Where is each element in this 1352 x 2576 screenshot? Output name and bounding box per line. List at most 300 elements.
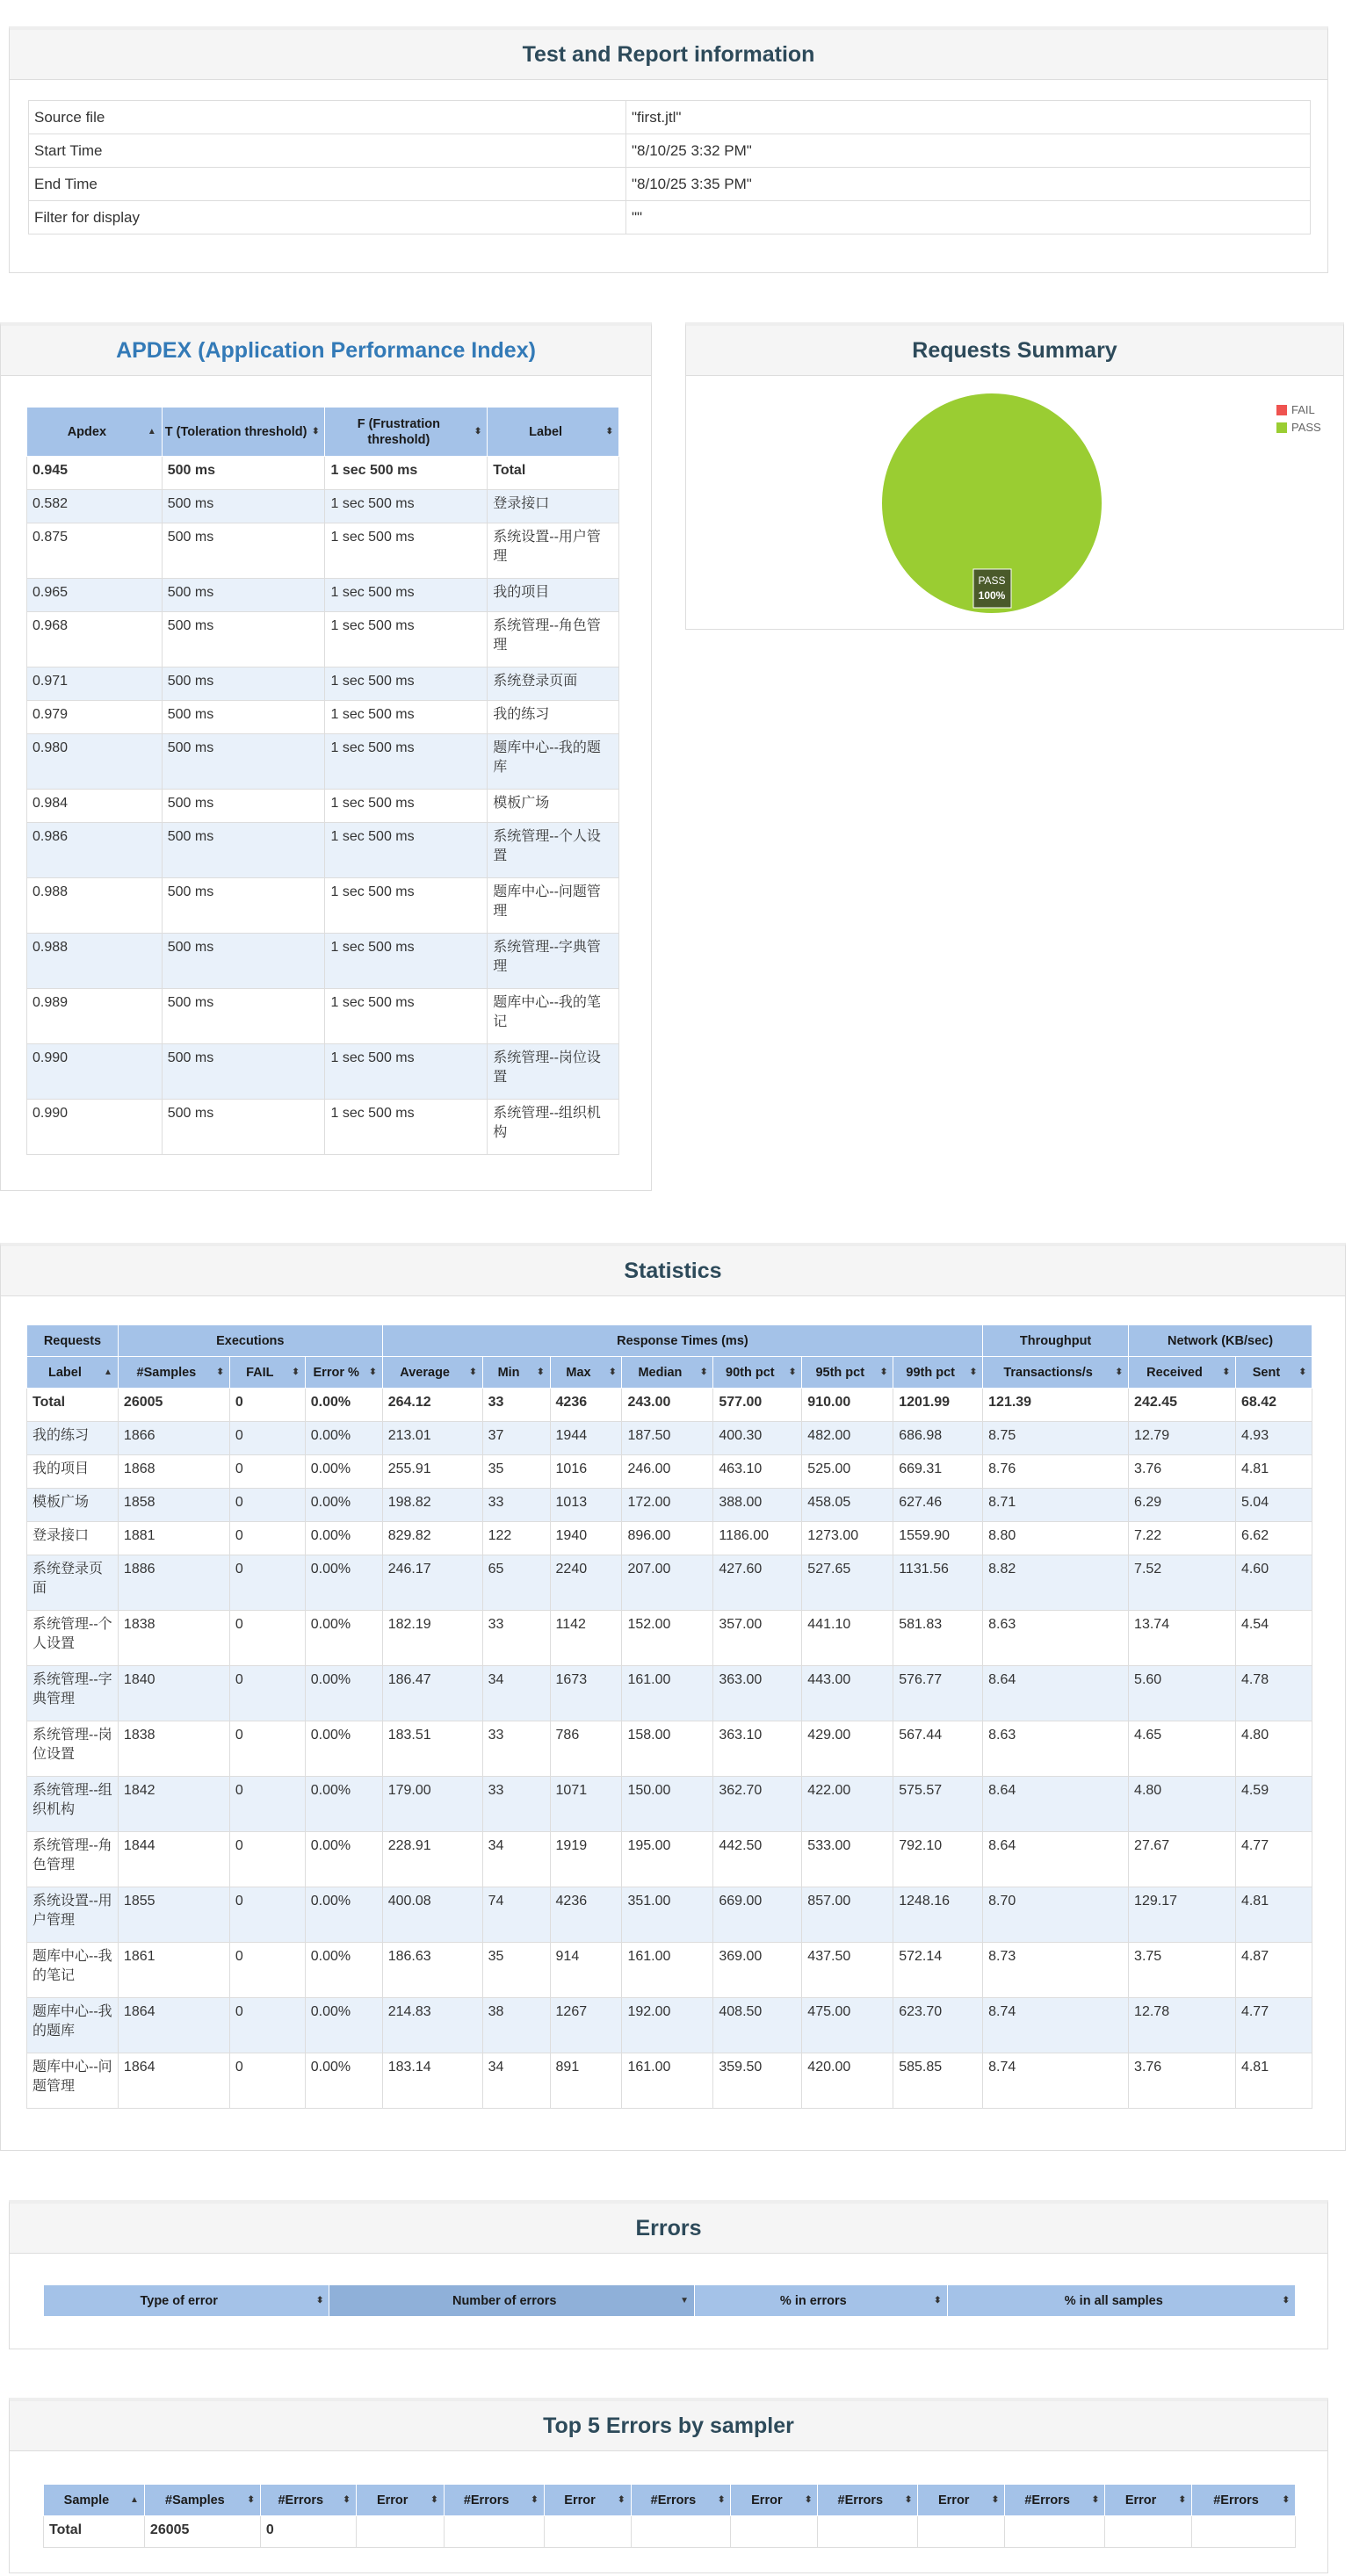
info-row <box>29 168 1311 201</box>
apdex-cell: 0.945 <box>27 457 163 490</box>
stats-cell: 4.77 <box>1235 1998 1312 2053</box>
stats-cell: 429.00 <box>802 1721 893 1777</box>
stats-cell: 1201.99 <box>893 1389 983 1422</box>
apdex-total-row <box>27 457 619 490</box>
apdex-cell: 系统管理--字典管理 <box>488 934 619 989</box>
stats-cell: 359.50 <box>713 2053 802 2109</box>
sort-asc-icon: ▲ <box>130 2494 139 2505</box>
stats-cell: 6.62 <box>1235 1522 1312 1555</box>
stats-cell: 4.78 <box>1235 1666 1312 1721</box>
top5-col-header[interactable] <box>356 2485 444 2516</box>
stats-cell: 1866 <box>118 1422 229 1455</box>
pie-slice-pct: 100% <box>978 589 1006 602</box>
stats-cell: 模板广场 <box>27 1489 119 1522</box>
apdex-cell: 0.986 <box>27 823 163 878</box>
stats-cell: 152.00 <box>622 1611 713 1666</box>
top5-col-header[interactable] <box>1105 2485 1192 2516</box>
stats-cell: 0.00% <box>305 1832 382 1887</box>
apdex-row <box>27 667 619 701</box>
legend-pass-label: PASS <box>1291 421 1321 434</box>
stats-cell: 0 <box>229 1389 305 1422</box>
info-row <box>29 201 1311 235</box>
stats-cell: 1944 <box>550 1422 622 1455</box>
stats-cell: 34 <box>482 2053 550 2109</box>
apdex-cell: 1 sec 500 ms <box>325 490 488 523</box>
stats-cell: 207.00 <box>622 1555 713 1611</box>
stats-cell: 575.57 <box>893 1777 983 1832</box>
stats-col-header[interactable] <box>622 1357 713 1389</box>
stats-cell: 26005 <box>118 1389 229 1422</box>
stats-group-header: Requests <box>27 1325 119 1357</box>
stats-col-header[interactable] <box>550 1357 622 1389</box>
stats-cell: 525.00 <box>802 1455 893 1489</box>
info-label: Source file <box>29 101 626 134</box>
stats-cell: 1142 <box>550 1611 622 1666</box>
stats-cell: 158.00 <box>622 1721 713 1777</box>
stats-cell: 527.65 <box>802 1555 893 1611</box>
sort-both-icon: ⬍ <box>1091 2494 1100 2505</box>
stats-cell: 5.60 <box>1129 1666 1236 1721</box>
stats-cell: 627.46 <box>893 1489 983 1522</box>
apdex-cell: 500 ms <box>162 989 325 1044</box>
stats-col-header-label: 90th pct <box>726 1365 775 1380</box>
stats-cell: 4.60 <box>1235 1555 1312 1611</box>
apdex-cell: 0.968 <box>27 612 163 667</box>
sort-both-icon: ⬍ <box>991 2494 1000 2505</box>
top5-cell <box>631 2516 731 2548</box>
apdex-cell: 系统管理--组织机构 <box>488 1100 619 1155</box>
apdex-cell: 模板广场 <box>488 790 619 823</box>
apdex-cell: 500 ms <box>162 878 325 934</box>
sort-both-icon: ⬍ <box>247 2494 255 2505</box>
apdex-cell: 0.990 <box>27 1044 163 1100</box>
apdex-col-header[interactable] <box>27 408 163 457</box>
stats-cell: 1940 <box>550 1522 622 1555</box>
info-value: "8/10/25 3:32 PM" <box>626 134 1311 168</box>
top5-col-header[interactable] <box>144 2485 260 2516</box>
apdex-cell: 0.990 <box>27 1100 163 1155</box>
stats-cell: 0.00% <box>305 1611 382 1666</box>
stats-cell: 8.64 <box>983 1777 1129 1832</box>
top5-cell: Total <box>44 2516 145 2548</box>
apdex-cell: Total <box>488 457 619 490</box>
top5-col-header[interactable] <box>544 2485 631 2516</box>
stats-cell: 系统管理--岗位设置 <box>27 1721 119 1777</box>
stats-cell: 8.63 <box>983 1611 1129 1666</box>
stats-cell: 12.79 <box>1129 1422 1236 1455</box>
apdex-col-header[interactable] <box>325 408 488 457</box>
apdex-row <box>27 878 619 934</box>
apdex-cell: 0.988 <box>27 878 163 934</box>
stats-cell: 351.00 <box>622 1887 713 1943</box>
stats-cell: 669.31 <box>893 1455 983 1489</box>
top5-col-header-label: Error <box>564 2493 596 2507</box>
stats-cell: 161.00 <box>622 2053 713 2109</box>
errors-col-header[interactable] <box>329 2285 695 2317</box>
stats-col-header[interactable] <box>1129 1357 1236 1389</box>
apdex-cell: 1 sec 500 ms <box>325 1044 488 1100</box>
apdex-table <box>26 407 619 1155</box>
top5-col-header-label: Error <box>376 2493 408 2507</box>
sort-both-icon: ⬍ <box>315 2295 324 2305</box>
top5-col-header-label: Error <box>1124 2493 1157 2507</box>
top5-col-header[interactable] <box>731 2485 818 2516</box>
top5-col-header[interactable] <box>918 2485 1005 2516</box>
sort-asc-icon: ▲ <box>147 426 156 437</box>
stats-cell: 0 <box>229 1455 305 1489</box>
stats-cell: 0 <box>229 1832 305 1887</box>
sort-both-icon: ⬍ <box>430 2494 438 2505</box>
stats-cell: 8.74 <box>983 2053 1129 2109</box>
stats-cell: 1267 <box>550 1998 622 2053</box>
stats-cell: 400.08 <box>382 1887 482 1943</box>
stats-cell: 192.00 <box>622 1998 713 2053</box>
apdex-row <box>27 490 619 523</box>
stats-cell: 1886 <box>118 1555 229 1611</box>
stats-col-header[interactable] <box>382 1357 482 1389</box>
apdex-cell: 系统管理--岗位设置 <box>488 1044 619 1100</box>
top5-cell <box>544 2516 631 2548</box>
top5-cell <box>1192 2516 1296 2548</box>
stats-cell: 37 <box>482 1422 550 1455</box>
stats-cell: 150.00 <box>622 1777 713 1832</box>
top5-col-header[interactable] <box>444 2485 544 2516</box>
apdex-header-row <box>27 408 619 457</box>
stats-cell: 857.00 <box>802 1887 893 1943</box>
stats-cell: 题库中心--问题管理 <box>27 2053 119 2109</box>
apdex-cell: 系统登录页面 <box>488 667 619 701</box>
apdex-cell: 0.979 <box>27 701 163 734</box>
apdex-panel <box>0 322 652 1191</box>
sort-both-icon: ⬍ <box>474 426 482 437</box>
stats-col-header[interactable] <box>27 1357 119 1389</box>
stats-cell: 7.22 <box>1129 1522 1236 1555</box>
apdex-cell: 500 ms <box>162 823 325 878</box>
stats-row <box>27 1555 1312 1611</box>
stats-cell: 400.30 <box>713 1422 802 1455</box>
apdex-col-header-label: Label <box>529 424 563 439</box>
apdex-row <box>27 790 619 823</box>
stats-total-row <box>27 1389 1312 1422</box>
stats-cell: 3.76 <box>1129 1455 1236 1489</box>
apdex-cell: 1 sec 500 ms <box>325 612 488 667</box>
stats-cell: 1855 <box>118 1887 229 1943</box>
stats-col-header-label: Error % <box>313 1365 359 1380</box>
stats-cell: 题库中心--我的笔记 <box>27 1943 119 1998</box>
stats-cell: 786 <box>550 1721 622 1777</box>
requests-summary-pie <box>686 379 1343 629</box>
sort-both-icon: ⬍ <box>699 1367 708 1377</box>
stats-cell: 33 <box>482 1611 550 1666</box>
stats-cell: 6.29 <box>1129 1489 1236 1522</box>
top5-col-header[interactable] <box>260 2485 356 2516</box>
stats-cell: 1861 <box>118 1943 229 1998</box>
apdex-cell: 500 ms <box>162 579 325 612</box>
stats-row <box>27 1998 1312 2053</box>
stats-cell: 121.39 <box>983 1389 1129 1422</box>
stats-cell: 0 <box>229 1489 305 1522</box>
top5-col-header-label: #Errors <box>278 2493 324 2507</box>
stats-cell: 34 <box>482 1832 550 1887</box>
stats-cell: 1864 <box>118 1998 229 2053</box>
apdex-col-header-label: T (Toleration threshold) <box>164 424 307 439</box>
stats-cell: 1559.90 <box>893 1522 983 1555</box>
top5-col-header[interactable] <box>44 2485 145 2516</box>
stats-cell: 183.51 <box>382 1721 482 1777</box>
stats-cell: 179.00 <box>382 1777 482 1832</box>
requests-summary-title: Requests Summary <box>686 326 1343 376</box>
apdex-cell: 系统管理--个人设置 <box>488 823 619 878</box>
apdex-cell: 500 ms <box>162 1100 325 1155</box>
stats-cell: 27.67 <box>1129 1832 1236 1887</box>
stats-cell: 172.00 <box>622 1489 713 1522</box>
stats-col-header-label: Received <box>1146 1365 1203 1380</box>
apdex-row <box>27 701 619 734</box>
stats-cell: 910.00 <box>802 1389 893 1422</box>
stats-col-header-label: #Samples <box>136 1365 197 1380</box>
stats-cell: 186.63 <box>382 1943 482 1998</box>
stats-cell: 0 <box>229 1522 305 1555</box>
stats-cell: 74 <box>482 1887 550 1943</box>
stats-cell: 369.00 <box>713 1943 802 1998</box>
stats-cell: 8.70 <box>983 1887 1129 1943</box>
stats-col-header[interactable] <box>1235 1357 1312 1389</box>
statistics-table <box>26 1324 1312 2109</box>
top5-col-header-label: Sample <box>63 2493 110 2507</box>
top5-col-header-label: #Errors <box>463 2493 510 2507</box>
stats-cell: 4.81 <box>1235 1455 1312 1489</box>
apdex-cell: 系统设置--用户管理 <box>488 523 619 579</box>
top5-col-header[interactable] <box>818 2485 918 2516</box>
stats-row <box>27 1943 1312 1998</box>
stats-cell: 0.00% <box>305 2053 382 2109</box>
stats-cell: 437.50 <box>802 1943 893 1998</box>
stats-cell: 系统管理--组织机构 <box>27 1777 119 1832</box>
stats-cell: 35 <box>482 1455 550 1489</box>
stats-cell: 420.00 <box>802 2053 893 2109</box>
apdex-cell: 1 sec 500 ms <box>325 989 488 1044</box>
stats-cell: 8.82 <box>983 1555 1129 1611</box>
stats-cell: 4.59 <box>1235 1777 1312 1832</box>
apdex-cell: 500 ms <box>162 457 325 490</box>
stats-cell: 3.76 <box>1129 2053 1236 2109</box>
stats-cell: 0 <box>229 1611 305 1666</box>
stats-row <box>27 1777 1312 1832</box>
top5-col-header[interactable] <box>1005 2485 1105 2516</box>
stats-cell: 0 <box>229 1998 305 2053</box>
apdex-cell: 0.875 <box>27 523 163 579</box>
stats-col-header-label: Label <box>48 1365 82 1380</box>
stats-cell: 0 <box>229 1887 305 1943</box>
stats-cell: 8.80 <box>983 1522 1129 1555</box>
stats-cell: 1273.00 <box>802 1522 893 1555</box>
info-label: Filter for display <box>29 201 626 235</box>
top5-errors-table <box>43 2484 1296 2548</box>
stats-cell: 792.10 <box>893 1832 983 1887</box>
stats-cell: 533.00 <box>802 1832 893 1887</box>
stats-cell: 122 <box>482 1522 550 1555</box>
top5-col-header-label: #Samples <box>165 2493 225 2507</box>
errors-header-row <box>44 2285 1296 2317</box>
stats-col-header[interactable] <box>305 1357 382 1389</box>
stats-cell: 443.00 <box>802 1666 893 1721</box>
sort-both-icon: ⬍ <box>531 2494 539 2505</box>
sort-desc-icon: ▼ <box>680 2295 690 2305</box>
stats-cell: 0 <box>229 1666 305 1721</box>
errors-col-header-label: % in errors <box>779 2293 847 2308</box>
apdex-cell: 0.984 <box>27 790 163 823</box>
stats-cell: 422.00 <box>802 1777 893 1832</box>
apdex-cell: 0.971 <box>27 667 163 701</box>
stats-cell: 系统管理--字典管理 <box>27 1666 119 1721</box>
stats-cell: 4.65 <box>1129 1721 1236 1777</box>
errors-col-header[interactable] <box>695 2285 947 2317</box>
stats-cell: 187.50 <box>622 1422 713 1455</box>
stats-col-header[interactable] <box>229 1357 305 1389</box>
stats-cell: 8.63 <box>983 1721 1129 1777</box>
apdex-cell: 1 sec 500 ms <box>325 934 488 989</box>
stats-cell: 463.10 <box>713 1455 802 1489</box>
top5-errors-panel <box>9 2398 1328 2573</box>
apdex-row <box>27 579 619 612</box>
apdex-cell: 1 sec 500 ms <box>325 457 488 490</box>
stats-cell: 4.80 <box>1129 1777 1236 1832</box>
stats-cell: 388.00 <box>713 1489 802 1522</box>
sort-both-icon: ⬍ <box>369 1367 377 1377</box>
stats-col-header[interactable] <box>482 1357 550 1389</box>
stats-col-header-label: Sent <box>1252 1365 1281 1380</box>
sort-both-icon: ⬍ <box>618 2494 625 2505</box>
apdex-cell: 系统管理--角色管理 <box>488 612 619 667</box>
stats-cell: 0.00% <box>305 1555 382 1611</box>
stats-cell: 183.14 <box>382 2053 482 2109</box>
apdex-cell: 0.965 <box>27 579 163 612</box>
apdex-cell: 0.582 <box>27 490 163 523</box>
top5-col-header[interactable] <box>1192 2485 1296 2516</box>
apdex-cell: 500 ms <box>162 934 325 989</box>
errors-col-header[interactable] <box>947 2285 1295 2317</box>
top5-col-header[interactable] <box>631 2485 731 2516</box>
stats-cell: 7.52 <box>1129 1555 1236 1611</box>
apdex-col-header-label: Apdex <box>67 424 107 439</box>
stats-col-header-label: Median <box>638 1365 683 1380</box>
stats-cell: 2240 <box>550 1555 622 1611</box>
stats-cell: 8.73 <box>983 1943 1129 1998</box>
stats-cell: 4.54 <box>1235 1611 1312 1666</box>
stats-col-header[interactable] <box>802 1357 893 1389</box>
stats-row <box>27 1887 1312 1943</box>
stats-col-header-label: Min <box>497 1365 520 1380</box>
apdex-row <box>27 612 619 667</box>
apdex-col-header[interactable] <box>162 408 325 457</box>
sort-both-icon: ⬍ <box>537 1367 545 1377</box>
stats-cell: 8.71 <box>983 1489 1129 1522</box>
top5-cell <box>731 2516 818 2548</box>
sort-asc-icon: ▲ <box>104 1367 112 1377</box>
stats-cell: 38 <box>482 1998 550 2053</box>
stats-row <box>27 1666 1312 1721</box>
sort-both-icon: ⬍ <box>934 2295 942 2305</box>
statistics-panel <box>0 1243 1346 2151</box>
apdex-row <box>27 989 619 1044</box>
stats-cell: 68.42 <box>1235 1389 1312 1422</box>
stats-cell: 题库中心--我的题库 <box>27 1998 119 2053</box>
apdex-cell: 题库中心--我的题库 <box>488 734 619 790</box>
errors-table <box>43 2284 1296 2317</box>
stats-cell: 0 <box>229 1555 305 1611</box>
sort-both-icon: ⬍ <box>312 426 320 437</box>
stats-cell: 5.04 <box>1235 1489 1312 1522</box>
stats-col-header[interactable] <box>118 1357 229 1389</box>
stats-cell: 8.64 <box>983 1832 1129 1887</box>
apdex-cell: 500 ms <box>162 790 325 823</box>
stats-col-header[interactable] <box>713 1357 802 1389</box>
top5-cell <box>356 2516 444 2548</box>
stats-cell: 0.00% <box>305 1887 382 1943</box>
apdex-cell: 1 sec 500 ms <box>325 790 488 823</box>
stats-cell: 3.75 <box>1129 1943 1236 1998</box>
stats-col-header[interactable] <box>983 1357 1129 1389</box>
stats-cell: 12.78 <box>1129 1998 1236 2053</box>
apdex-cell: 0.980 <box>27 734 163 790</box>
stats-cell: 829.82 <box>382 1522 482 1555</box>
errors-panel <box>9 2200 1328 2349</box>
top5-cell: 0 <box>260 2516 356 2548</box>
sort-both-icon: ⬍ <box>1282 2494 1290 2505</box>
stats-cell: 581.83 <box>893 1611 983 1666</box>
stats-col-header[interactable] <box>893 1357 983 1389</box>
top5-col-header-label: #Errors <box>1213 2493 1259 2507</box>
stats-cell: 264.12 <box>382 1389 482 1422</box>
sort-both-icon: ⬍ <box>609 1367 617 1377</box>
stats-cell: 246.17 <box>382 1555 482 1611</box>
apdex-cell: 1 sec 500 ms <box>325 523 488 579</box>
legend-pass[interactable] <box>1276 421 1321 434</box>
apdex-title: APDEX (Application Performance Index) <box>1 326 651 376</box>
apdex-cell: 500 ms <box>162 667 325 701</box>
stats-cell: 0.00% <box>305 1522 382 1555</box>
info-row <box>29 101 1311 134</box>
stats-cell: 1016 <box>550 1455 622 1489</box>
stats-cell: 161.00 <box>622 1943 713 1998</box>
stats-cell: 1881 <box>118 1522 229 1555</box>
stats-cell: 系统设置--用户管理 <box>27 1887 119 1943</box>
stats-cell: 33 <box>482 1489 550 1522</box>
stats-col-header-label: Average <box>400 1365 450 1380</box>
stats-cell: 4236 <box>550 1389 622 1422</box>
apdex-cell: 500 ms <box>162 1044 325 1100</box>
stats-cell: 33 <box>482 1721 550 1777</box>
sort-both-icon: ⬍ <box>605 426 613 437</box>
stats-cell: 8.74 <box>983 1998 1129 2053</box>
stats-cell: 4.81 <box>1235 1887 1312 1943</box>
stats-group-header: Executions <box>118 1325 382 1357</box>
apdex-col-header[interactable] <box>488 408 619 457</box>
legend-fail[interactable] <box>1276 403 1315 416</box>
stats-cell: 登录接口 <box>27 1522 119 1555</box>
stats-cell: 我的项目 <box>27 1455 119 1489</box>
stats-cell: 0.00% <box>305 1943 382 1998</box>
apdex-cell: 500 ms <box>162 490 325 523</box>
top5-errors-title: Top 5 Errors by sampler <box>10 2401 1327 2451</box>
stats-cell: 357.00 <box>713 1611 802 1666</box>
stats-cell: 1864 <box>118 2053 229 2109</box>
stats-cell: 0 <box>229 1777 305 1832</box>
stats-row <box>27 1422 1312 1455</box>
stats-cell: 0.00% <box>305 1455 382 1489</box>
errors-col-header[interactable] <box>44 2285 329 2317</box>
stats-cell: 系统管理--角色管理 <box>27 1832 119 1887</box>
